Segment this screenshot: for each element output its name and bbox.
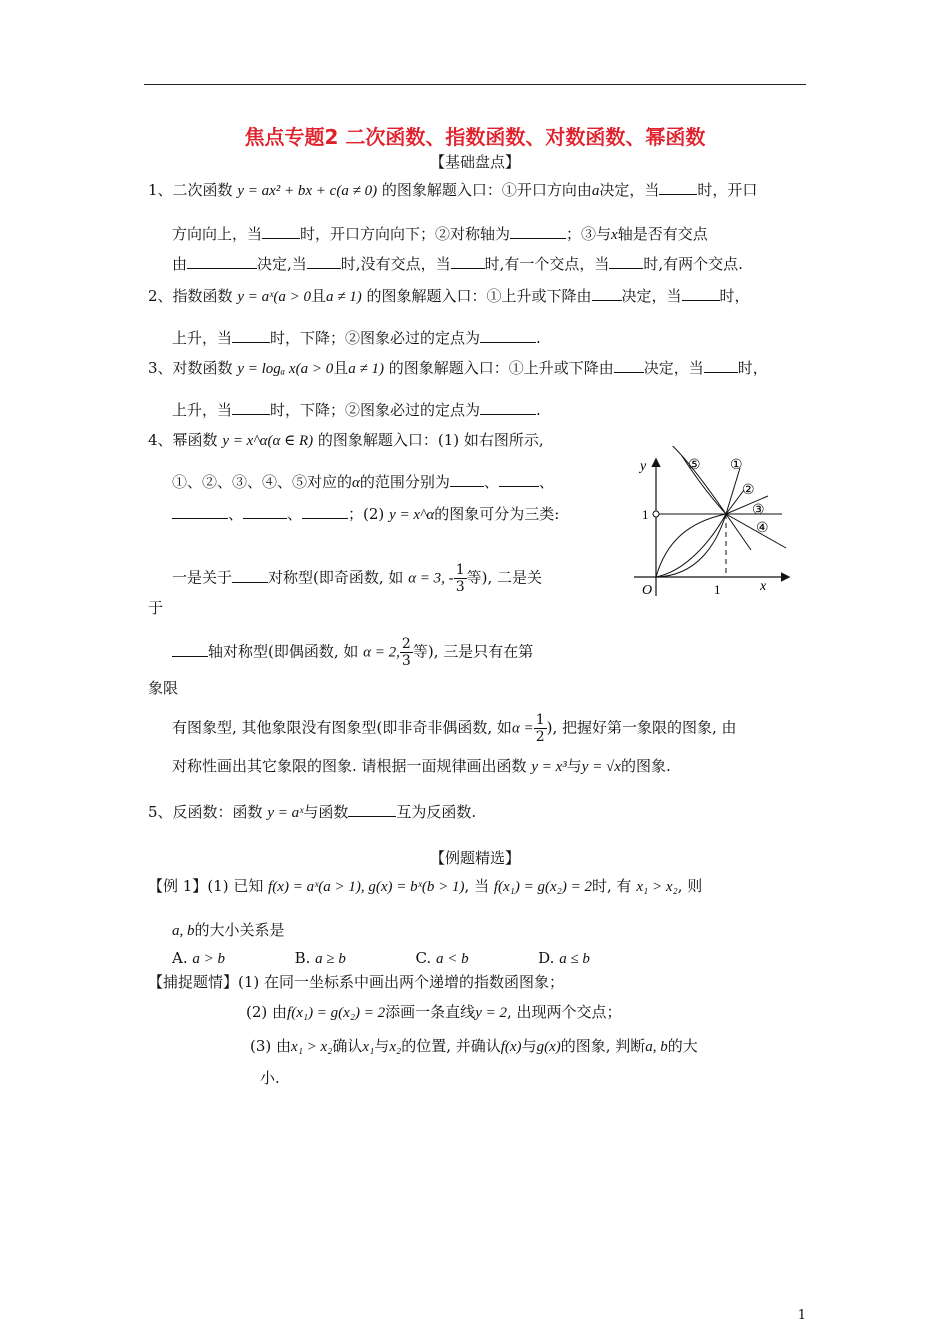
q4-line9: 对称性画出其它象限的图象. 请根据一面规律画出函数 y = x³与y = √x的图象. [172,757,671,775]
curve-1 [656,468,740,577]
q1-line3: 由 决定,当 时,没有交点，当 时,有一个交点，当 时,有两个交点. [172,255,743,273]
section-heading-examples: 【例题精选】 [429,849,520,867]
q4-line4: 一是关于 对称型(即奇函数, 如 α = 3, - $\frac{1}{3}$ 等), 二是关 [172,562,542,595]
power-function-graph [626,446,796,602]
blank[interactable] [499,472,539,487]
graph-label-4: ④ [756,521,769,536]
q3-formula: y = logₐ x(a > 0 [237,361,334,377]
blank[interactable] [592,286,622,301]
q4-formula: y = x^α(α ∈ R) [222,433,314,449]
option-d[interactable]: D. a ≤ b [538,949,590,967]
q2-line2: 上升，当 时，下降；②图象必过的定点为 . [172,329,541,347]
curve-2 [656,490,744,577]
q1-line2: 方向向上，当 时，开口方向向下；②对称轴为 ；③与x轴是否有交点 [172,225,708,243]
hint-line3: (3) 由x₁ > x₂确认x₁与x₂的位置, 并确认f(x)与g(x)的图象, 判断a, b的大 [250,1037,698,1055]
option-a[interactable]: A. a > b [172,949,226,967]
graph-x-label: x [760,579,767,594]
ex1-line1: 【例 1】(1) 已知 f(x) = aˣ(a > 1), g(x) = bˣ(b > 1), 当 f(x₁) = g(x₂) = 2时, 有 x₁ > x₂, 则 [148,877,703,895]
page-title: 焦点专题2 二次函数、指数函数、对数函数、幂函数 [244,125,706,149]
section-heading-basics: 【基础盘点】 [429,153,520,171]
blank[interactable] [682,286,720,301]
blank[interactable] [187,254,257,269]
blank[interactable] [232,568,268,583]
graph-y-one: 1 [642,507,649,522]
blank[interactable] [172,504,228,519]
header-rule [144,84,806,85]
blank[interactable] [480,400,536,415]
blank[interactable] [307,254,341,269]
hint-line2: (2) 由f(x₁) = g(x₂) = 2添画一条直线y = 2, 出现两个交点； [246,1003,622,1021]
graph-x-one: 1 [714,582,721,597]
blank[interactable] [659,180,697,195]
blank[interactable] [609,254,643,269]
blank[interactable] [348,802,396,817]
q4-line5: 于 [148,599,164,617]
q5-line: 5、反函数：函数 y = aˣ与函数 互为反函数. [148,803,477,821]
q4-line8: 有图象型, 其他象限没有图象型(即非奇非偶函数, 如α = $\frac{1}{2}$ ), 把握好第一象限的图象, 由 [172,712,737,745]
q3-line1: 3、对数函数 y = logₐ x(a > 0且a ≠ 1) 的图象解题入口：①上升或下降由 决定，当 时， [148,359,768,377]
page-number: 1 [797,1308,806,1323]
blank[interactable] [232,400,270,415]
blank[interactable] [510,224,566,239]
blank[interactable] [614,358,644,373]
blank[interactable] [451,254,485,269]
blank[interactable] [704,358,738,373]
blank[interactable] [262,224,300,239]
q4-line7: 象限 [148,679,179,697]
option-b[interactable]: B. a ≥ b [294,949,346,967]
blank[interactable] [480,328,536,343]
fraction-one-half: $\frac{1}{2}$ [535,712,545,745]
hint-line4: 小. [260,1069,280,1087]
q4-line1: 4、幂函数 y = x^α(α ∈ R) 的图象解题入口：(1) 如右图所示, [148,431,544,449]
blank[interactable] [172,642,208,657]
blank[interactable] [232,328,270,343]
q1-line1: 1、二次函数 y = ax² + bx + c(a ≠ 0) 的图象解题入口：①开口方向由a决定，当 时，开口 [148,181,758,199]
fraction-two-thirds: $\frac{2}{3}$ [401,636,411,669]
q3-line2: 上升，当 时，下降；②图象必过的定点为 . [172,401,541,419]
graph-label-5: ⑤ [688,458,701,473]
blank[interactable] [243,504,287,519]
q4-line2: ①、②、③、④、⑤对应的α的范围分别为 、 、 [172,473,554,491]
graph-origin-label: O [642,583,653,598]
graph-y-label: y [640,459,647,474]
graph-label-2: ② [742,483,755,498]
blank[interactable] [302,504,348,519]
graph-label-3: ③ [752,503,765,518]
q4-line6: 轴对称型(即偶函数, 如 α = 2, $\frac{2}{3}$ 等), 三是只有在第 [172,636,533,669]
q4-line3: 、 、 ；(2) y = x^α的图象可分为三类: [172,504,559,525]
q2-formula: y = aˣ(a > 0 [237,289,311,305]
q1-formula: y = ax² + bx + c(a ≠ 0) [237,183,378,199]
graph-label-1: ① [730,458,743,473]
point-0-1 [653,511,659,517]
q2-line1: 2、指数函数 y = aˣ(a > 0且a ≠ 1) 的图象解题入口：①上升或下降由 决定，当 时， [148,287,750,305]
blank[interactable] [450,472,484,487]
ex1-line2: a, b的大小关系是 [172,921,285,939]
fraction-one-third: $\frac{1}{3}$ [455,562,465,595]
ex1-options [172,948,590,969]
hint-line1: 【捕捉题情】(1) 在同一坐标系中画出两个递增的指数函图象； [148,973,565,991]
option-c[interactable]: C. a < b [415,949,469,967]
